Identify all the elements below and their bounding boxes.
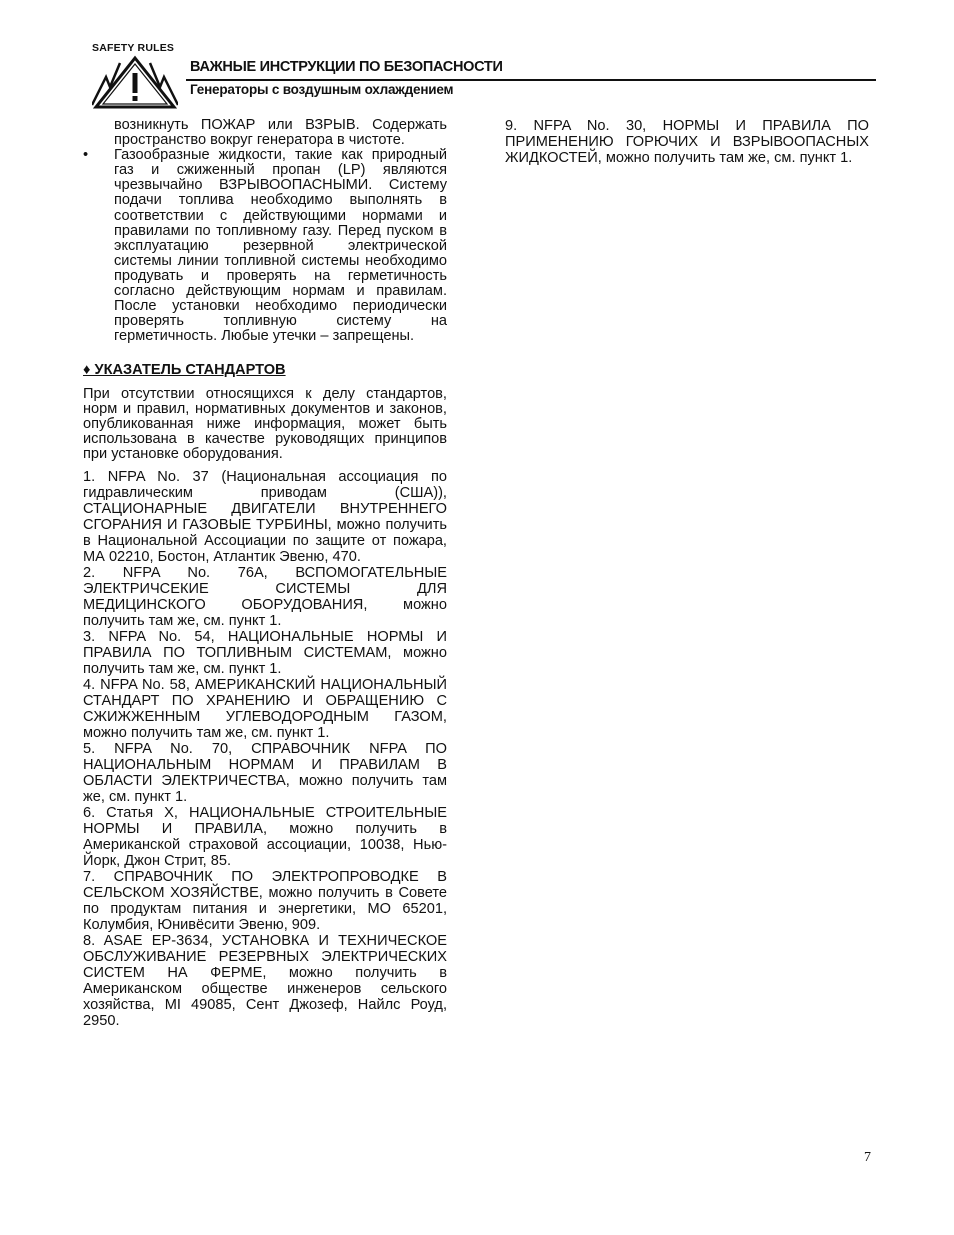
standard-item-8: 8. ASAE EP-3634, УСТАНОВКА И ТЕХНИЧЕСКОЕ ОБСЛУЖИВАНИЕ РЕЗЕРВНЫХ ЭЛЕКТРИЧЕСКИХ СИСТЕМ НА ФЕРМЕ, можно получить в Американском обществе инженеров сельского хозяйства, MI 49085, Сент Джозеф, Найлс Роуд, 2950. bbox=[83, 932, 447, 1029]
standard-item-9: 9. NFPA No. 30, НОРМЫ И ПРАВИЛА ПО ПРИМЕНЕНИЮ ГОРЮЧИХ И ВЗРЫВООПАСНЫХ ЖИДКОСТЕЙ, можно получить там же, см. пункт 1. bbox=[505, 118, 869, 166]
continued-paragraph: возникнуть ПОЖАР или ВЗРЫВ. Содержать пространство вокруг генератора в чистоте. bbox=[114, 117, 447, 149]
standard-item-4: 4. NFPA No. 58, АМЕРИКАНСКИЙ НАЦИОНАЛЬНЫЙ СТАНДАРТ ПО ХРАНЕНИЮ И ОБРАЩЕНИЮ С СЖИЖЖЕННЫМ УГЛЕВОДОРОДНЫМ ГАЗОМ, можно получить там же, см. пункт 1. bbox=[83, 676, 447, 741]
page-number: 7 bbox=[864, 1150, 871, 1165]
page-header-subtitle: Генераторы с воздушным охлаждением bbox=[190, 82, 454, 97]
section-title: ♦ УКАЗАТЕЛЬ СТАНДАРТОВ bbox=[83, 362, 286, 379]
page-header-title: ВАЖНЫЕ ИНСТРУКЦИИ ПО БЕЗОПАСНОСТИ bbox=[190, 59, 503, 75]
left-column bbox=[83, 118, 447, 1029]
electrical-hazard-warning-icon bbox=[92, 55, 178, 109]
bullet-text: Газообразные жидкости, такие как природный газ и сжиженный пропан (LP) являются чрезвычайно ВЗРЫВООПАСНЫМИ. Систему подачи топлива необходимо выполнять в соответствии с действующими нормами и правилами по топливному газу. Перед пуском в эксплуатацию резервной электрической системы линии топливной системы необходимо продувать и проверять на герметичность согласно действующим нормам и правилам. После установки необходимо периодически проверять топливную систему на герметичность. Любые утечки – запрещены. bbox=[114, 147, 447, 345]
standard-item-5: 5. NFPA No. 70, СПРАВОЧНИК NFPA ПО НАЦИОНАЛЬНЫМ НОРМАМ И ПРАВИЛАМ В ОБЛАСТИ ЭЛЕКТРИЧЕСТВА, можно получить там же, см. пункт 1. bbox=[83, 740, 447, 805]
bullet-mark: • bbox=[83, 147, 89, 164]
standard-item-6: 6. Статья X, НАЦИОНАЛЬНЫЕ СТРОИТЕЛЬНЫЕ НОРМЫ И ПРАВИЛА, можно получить в Американской страховой ассоциации, 10038, Нью-Йорк, Джон Стрит, 85. bbox=[83, 804, 447, 869]
standard-item-1: 1. NFPA No. 37 (Национальная ассоциация по гидравлическим приводам (США)), СТАЦИОНАРНЫЕ ДВИГАТЕЛИ ВНУТРЕННЕГО СГОРАНИЯ И ГАЗОВЫЕ ТУРБИНЫ, можно получить в Национальной Ассоциации по защите от пожара, МА 02210, Бостон, Атлантик Эвеню, 470. bbox=[83, 468, 447, 565]
standard-item-2: 2. NFPA No. 76A, ВСПОМОГАТЕЛЬНЫЕ ЭЛЕКТРИЧСЕКИЕ СИСТЕМЫ ДЛЯ МЕДИЦИНСКОГО ОБОРУДОВАНИЯ, можно получить там же, см. пункт 1. bbox=[83, 564, 447, 629]
bullet-item bbox=[83, 148, 447, 344]
right-column bbox=[505, 118, 869, 166]
intro-paragraph: При отсутствии относящихся к делу стандартов, норм и правил, нормативных документов и законов, опубликованная ниже информация, может быть использована в качестве руководящих принципов при установке оборудования. bbox=[83, 385, 447, 462]
standard-item-3: 3. NFPA No. 54, НАЦИОНАЛЬНЫЕ НОРМЫ И ПРАВИЛА ПО ТОПЛИВНЫМ СИСТЕМАМ, можно получить там же, см. пункт 1. bbox=[83, 628, 447, 677]
safety-rules-label: SAFETY RULES bbox=[92, 42, 175, 54]
standard-item-7: 7. СПРАВОЧНИК ПО ЭЛЕКТРОПРОВОДКЕ В СЕЛЬСКОМ ХОЗЯЙСТВЕ, можно получить в Совете по продуктам питания и энергетики, МО 65201, Колумбия, Юнивёсити Эвеню, 909. bbox=[83, 868, 447, 933]
header-divider bbox=[186, 79, 876, 81]
